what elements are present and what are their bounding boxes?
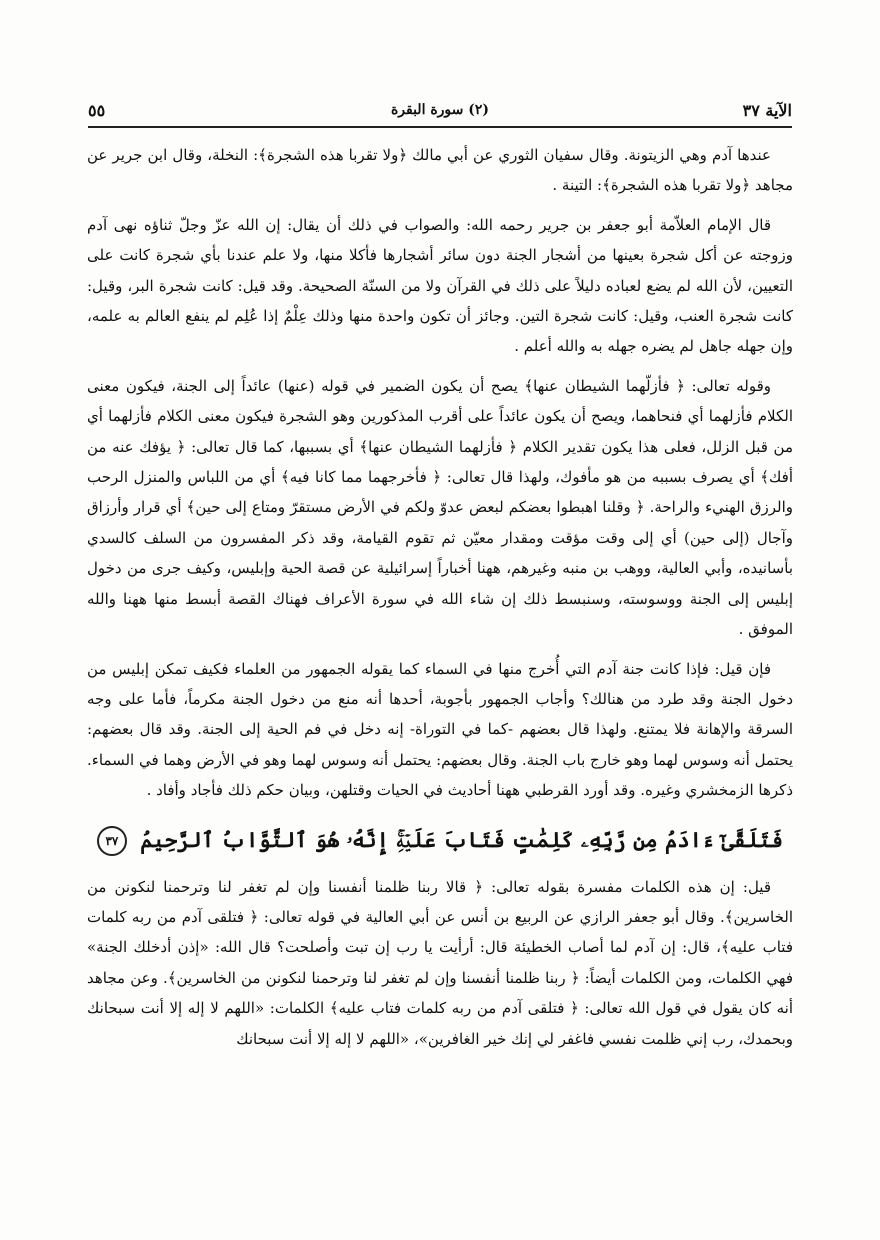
surah-title: (٢) سورة البقرة bbox=[390, 102, 490, 118]
header-rule bbox=[88, 126, 792, 128]
verse-number-header: الآية ٣٧ bbox=[742, 100, 792, 120]
verse-number-badge: ٣٧ bbox=[97, 826, 127, 856]
paragraph-4: فإن قيل: فإذا كانت جنة آدم التي أُخرج منها في السماء كما يقوله الجمهور من العلماء فكيف تمكن إبليس من دخول الجنة وقد طرد من هنالك؟ وأجاب الجمهور بأجوبة، أحدها أنه منع من دخول الجنة مكرماً، فأما على وجه السرقة والإهانة فلا يمتنع. ولهذا قال بعضهم -كما في التوراة- إنه دخل في فم الحية إلى الجنة. وقد قال بعضهم: يحتمل أنه وسوس لهما وهو خارج باب الجنة. وقال بعضهم: يحتمل أنه وسوس لهما وهو في الأرض وهما في السماء. ذكرها الزمخشري وغيره. وقد أورد القرطبي ههنا أحاديث في الحيات وقتلهن، وبيان حكم ذلك فأجاد وأفاد . bbox=[87, 659, 793, 800]
paragraph-3: وقوله تعالى: ﴿ فأزلّهما الشيطان عنها﴾ يصح أن يكون الضمير في قوله (عنها) عائداً إلى الجنة، فيكون معنى الكلام فأزلهما أي فنحاهما، ويصح أن يكون عائداً على أقرب المذكورين وهو الشجرة فيكون معنى الكلام فأزلهما أي من قبل الزلل، فعلى هذا يكون تقدير الكلام ﴿ فأزلهما الشيطان عنها﴾ أي بسببها، كما قال تعالى: ﴿ يؤفك عنه من أفك﴾ أي يصرف بسببه من هو مأفوك، ولهذا قال تعالى: ﴿ فأخرجهما مما كانا فيه﴾ أي من اللباس والمنزل الرحب والرزق الهنيء والراحة. ﴿ وقلنا اهبطوا بعضكم لبعض عدوّ ولكم في الأرض مستقرّ ومتاع إلى حين﴾ أي قرار وأرزاق وآجال (إلى حين) أي إلى وقت مؤقت ومقدار معيّن ثم تقوم القيامة، وقد ذكر المفسرون من السلف كالسدي بأسانيده، وأبي العالية، ووهب بن منبه وغيرهم، ههنا أخباراً إسرائيلية عن قصة الحية وإبليس، وكيف جرى من دخول إبليس إلى الجنة ووسوسته، وسنبسط ذلك إن شاء الله في سورة الأعراف فهناك القصة أبسط منها ههنا والله الموفق . bbox=[87, 376, 793, 639]
paragraph-5: قيل: إن هذه الكلمات مفسرة بقوله تعالى: ﴿ قالا ربنا ظلمنا أنفسنا وإن لم تغفر لنا وترحمنا لنكونن من الخاسرين﴾. وقال أبو جعفر الرازي عن الربيع بن أنس عن أبي العالية في قوله تعالى: ﴿ فتلقى آدم من ربه كلمات فتاب عليه﴾، قال: إن آدم لما أصاب الخطيئة قال: أرأيت يا رب إن تبت وأصلحت؟ قال الله: «إذن أدخلك الجنة» فهي الكلمات، ومن الكلمات أيضاً: ﴿ ربنا ظلمنا أنفسنا وإن لم تغفر لنا وترحمنا لنكونن من الخاسرين﴾. وعن مجاهد أنه كان يقول في قول الله تعالى: ﴿ فتلقى آدم من ربه كلمات فتاب عليه﴾ الكلمات: «اللهم لا إله إلا أنت سبحانك وبحمدك، رب إني ظلمت نفسي فاغفر لي إنك خير الغافرين»، «اللهم لا إله إلا أنت سبحانك bbox=[87, 877, 793, 1048]
verse-text: فَتَلَقَّىٰٓ ءَادَمُ مِن رَّبِّهِۦ كَلِمَٰتٍ فَتَابَ عَلَيۡهِۚ إِنَّهُۥ هُوَ ٱلتَّوَّابُ ٱلرَّحِيمُ bbox=[140, 826, 784, 852]
paragraph-2: قال الإمام العلاّمة أبو جعفر بن جرير رحمه الله: والصواب في ذلك أن يقال: إن الله عزّ وجلّ ثناؤه نهى آدم وزوجته عن أكل شجرة بعينها من أشجار الجنة دون سائر أشجارها فأكلا منها، ولا علم عندنا بأي شجرة كانت على التعيين، لأن الله لم يضع لعباده دليلاً على ذلك في القرآن ولا من السنّة الصحيحة. وقد قيل: كانت شجرة البر، وقيل: كانت شجرة العنب، وقيل: كانت شجرة التين. وجائز أن تكون واحدة منها وذلك عِلْمٌ إذا عُلِم لم ينفع العالم به علمه، وإن جهله جاهل لم يضره جهله به والله أعلم . bbox=[87, 215, 793, 356]
quran-verse bbox=[87, 820, 793, 860]
page-header bbox=[88, 96, 792, 124]
page-body bbox=[87, 140, 793, 1220]
paragraph-1: عندها آدم وهي الزيتونة. وقال سفيان الثوري عن أبي مالك ﴿ولا تقربا هذه الشجرة﴾: النخلة، وقال ابن جرير عن مجاهد ﴿ولا تقربا هذه الشجرة﴾: التينة . bbox=[87, 146, 793, 195]
page-number: ٥٥ bbox=[88, 100, 106, 120]
